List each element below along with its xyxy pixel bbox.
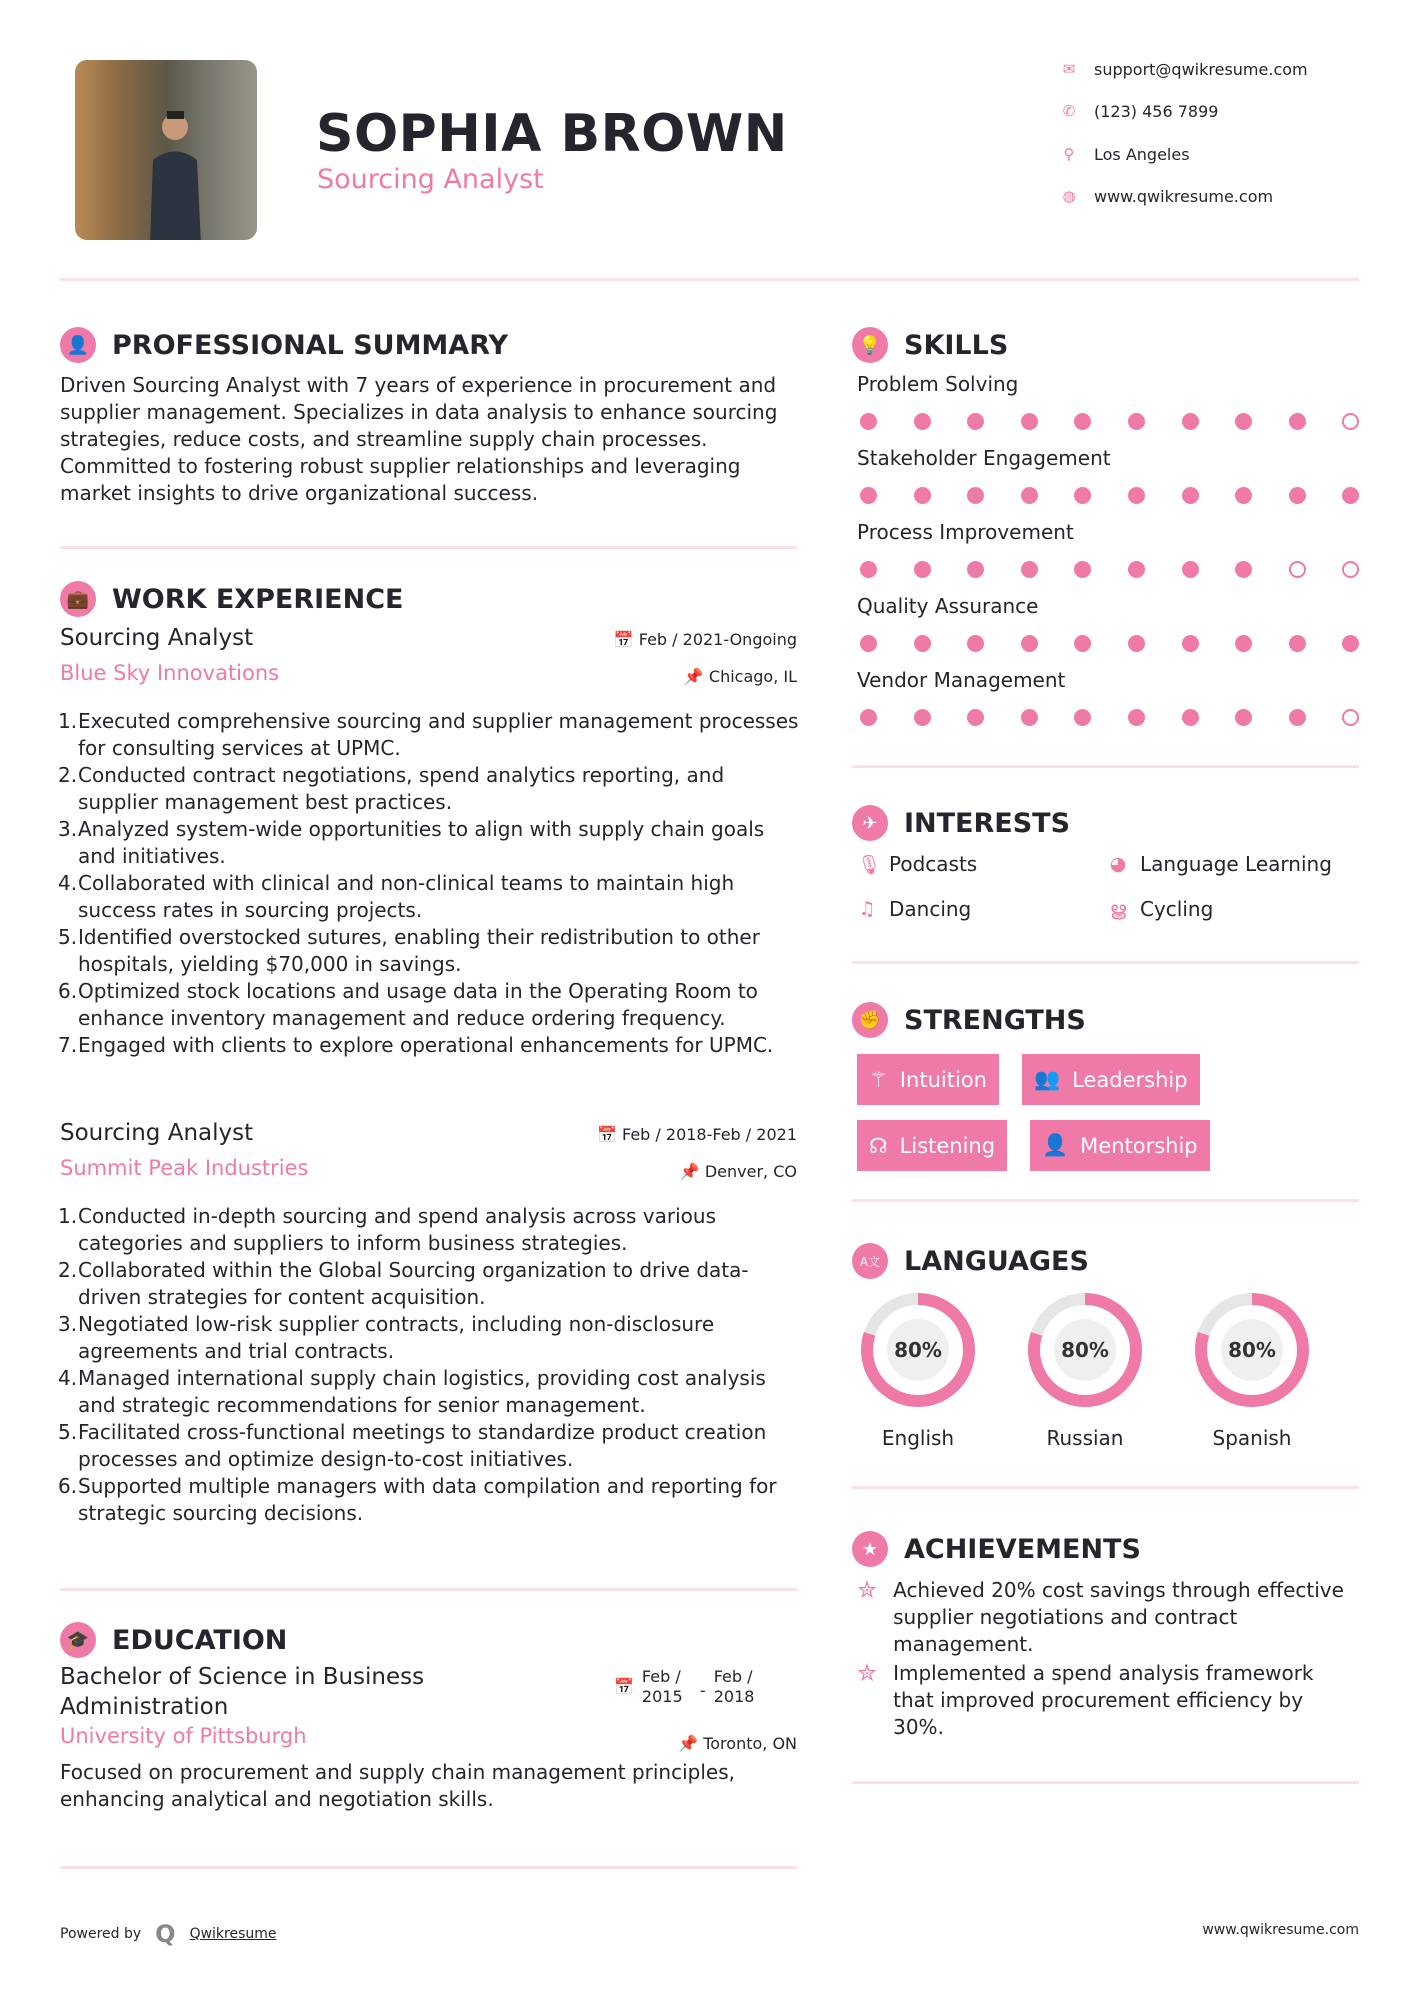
list-item	[60, 1032, 805, 1059]
strength-badge	[857, 1120, 1007, 1171]
footer-brand	[60, 1920, 277, 1948]
skill-level-dot	[1074, 413, 1091, 430]
language-name: Russian	[1046, 1426, 1124, 1450]
calendar-icon: 📅	[613, 630, 639, 649]
skill-level-dot	[914, 561, 931, 578]
candidate-name: SOPHIA BROWN	[316, 104, 788, 164]
date-separator: -	[699, 1681, 706, 1700]
achievements-heading	[852, 1531, 1141, 1567]
skill-level-dot	[860, 635, 877, 652]
interest-item	[1108, 897, 1213, 921]
contact-item[interactable]	[1058, 142, 1190, 166]
list-item	[60, 762, 805, 816]
skill-level-dot	[1289, 487, 1306, 504]
skill-level-dot	[914, 487, 931, 504]
paper-plane-icon: ✈	[852, 805, 888, 841]
contact-text: support@qwikresume.com	[1094, 59, 1308, 79]
lightbulb-icon: 💡	[852, 327, 888, 363]
magic-wand-icon: ⚚	[869, 1067, 888, 1092]
contact-item[interactable]	[1058, 99, 1218, 123]
location-text: Denver, CO	[704, 1162, 797, 1181]
contact-text: Los Angeles	[1094, 144, 1190, 164]
skill-level-dot	[1021, 561, 1038, 578]
divider	[852, 1199, 1359, 1202]
skill-level-dot	[1128, 561, 1145, 578]
list-item	[60, 1365, 805, 1419]
interest-item	[1108, 852, 1332, 876]
skill-level-dot	[1235, 487, 1252, 504]
skill-level-dot	[967, 413, 984, 430]
responsibility-list	[60, 708, 805, 1059]
strength-label: Intuition	[899, 1067, 987, 1092]
skill-level-dot	[914, 635, 931, 652]
calendar-icon: 📅	[614, 1677, 634, 1696]
item-text: Optimized stock locations and usage data in the Operating Room to enhance inventory management and reduce ordering frequency.	[78, 979, 758, 1030]
item-text: Collaborated with clinical and non-clinical teams to maintain high success rates in sourcing projects.	[78, 871, 735, 922]
item-number: 6.	[58, 1474, 78, 1498]
language-percent: 80%	[1228, 1338, 1276, 1362]
education-start: Feb / 2015	[641, 1667, 683, 1706]
contact-item[interactable]	[1058, 184, 1273, 208]
achievement-text: Achieved 20% cost savings through effective supplier negotiations and contract management.	[893, 1578, 1344, 1656]
item-text: Analyzed system-wide opportunities to align with supply chain goals and initiatives.	[78, 817, 765, 868]
languages-title: LANGUAGES	[904, 1245, 1089, 1277]
envelope-icon: ✉	[1062, 60, 1076, 78]
item-number: 4.	[58, 871, 78, 895]
achievement-item	[857, 1660, 1357, 1741]
interests-title: INTERESTS	[904, 807, 1071, 839]
job-date	[597, 1125, 797, 1144]
skill-level-dot	[1182, 413, 1199, 430]
location-pin-icon: ⚲	[1063, 145, 1075, 163]
skill-level-dot	[914, 413, 931, 430]
divider	[60, 1866, 797, 1869]
skill-level-dot	[1342, 413, 1359, 430]
item-number: 5.	[58, 1420, 78, 1444]
work-heading	[60, 581, 403, 617]
skill-name: Problem Solving	[857, 372, 1019, 396]
company-name: Blue Sky Innovations	[60, 661, 280, 685]
footer-url[interactable]: www.qwikresume.com	[1202, 1922, 1359, 1938]
language-name: English	[881, 1426, 955, 1450]
list-item	[60, 870, 805, 924]
skill-level-dot	[860, 709, 877, 726]
language-percent: 80%	[894, 1338, 942, 1362]
skill-level-dot	[1074, 709, 1091, 726]
list-item	[60, 816, 805, 870]
pushpin-icon: 📌	[683, 667, 709, 686]
phone-icon: ✆	[1062, 102, 1076, 120]
strength-badge	[1030, 1120, 1210, 1171]
item-number: 3.	[58, 817, 78, 841]
education-dates	[614, 1667, 764, 1707]
job-date	[614, 630, 797, 649]
skill-level-dot	[1074, 635, 1091, 652]
globe-icon: ◍	[1062, 187, 1076, 205]
list-item	[60, 1257, 805, 1311]
music-note-icon: ♫	[858, 898, 876, 920]
strength-label: Leadership	[1072, 1067, 1188, 1092]
skill-level-dot	[1342, 635, 1359, 652]
divider	[852, 765, 1359, 768]
item-number: 1.	[58, 709, 78, 733]
globe-icon: ◕	[1109, 853, 1127, 875]
item-text: Negotiated low-risk supplier contracts, including non-disclosure agreements and trial contracts.	[78, 1312, 715, 1363]
item-text: Conducted contract negotiations, spend analytics reporting, and supplier management best practices.	[78, 763, 725, 814]
item-number: 7.	[58, 1033, 78, 1057]
education-heading	[60, 1622, 287, 1658]
achievement-item	[857, 1577, 1357, 1658]
skill-level-dot	[1128, 413, 1145, 430]
skill-level-dot	[1289, 635, 1306, 652]
briefcase-icon: 💼	[60, 581, 96, 617]
skill-level-dot	[1074, 487, 1091, 504]
list-item	[60, 1473, 805, 1527]
item-number: 2.	[58, 1258, 78, 1282]
skills-title: SKILLS	[904, 329, 1009, 361]
divider	[60, 546, 797, 549]
interest-item	[857, 897, 971, 921]
skills-heading	[852, 327, 1008, 363]
skill-name: Quality Assurance	[857, 594, 1039, 618]
skill-level-dot	[1235, 413, 1252, 430]
contact-item[interactable]	[1058, 57, 1308, 81]
users-icon: 👥	[1034, 1067, 1061, 1091]
interest-label: Language Learning	[1140, 852, 1332, 876]
languages-heading	[852, 1243, 1089, 1279]
pushpin-icon: 📌	[678, 1734, 704, 1753]
skill-level-dot	[1289, 709, 1306, 726]
skill-name: Process Improvement	[857, 520, 1074, 544]
summary-text: Driven Sourcing Analyst with 7 years of experience in procurement and supplier management. Specializes in data analysis to enhance sourcing strategies, reduce costs, and streamline supply chain processes. Committed to fostering robust supplier relationships and leveraging market insights to drive organizational success.	[60, 373, 778, 505]
skill-level-dot	[1235, 709, 1252, 726]
item-text: Facilitated cross-functional meetings to standardize product creation processes and optimize design-to-cost initiatives.	[78, 1420, 767, 1471]
skill-level-dot	[967, 487, 984, 504]
skill-level-dot	[1128, 709, 1145, 726]
calendar-icon: 📅	[596, 1125, 622, 1144]
skill-level-dot	[1021, 635, 1038, 652]
work-title: WORK EXPERIENCE	[112, 583, 404, 615]
strength-badge	[857, 1054, 999, 1105]
divider	[852, 961, 1359, 964]
skill-level-dot	[1182, 709, 1199, 726]
translate-icon: A文	[852, 1243, 888, 1279]
strength-label: Mentorship	[1080, 1133, 1198, 1158]
list-item	[60, 978, 805, 1032]
language-percent: 80%	[1061, 1338, 1109, 1362]
achievement-star-icon: ✮	[857, 1659, 878, 1687]
school: University of Pittsburgh	[60, 1724, 307, 1748]
skill-level-dot	[914, 709, 931, 726]
achievements-title: ACHIEVEMENTS	[904, 1533, 1141, 1565]
skill-level-dot	[860, 487, 877, 504]
date-text: Feb / 2018-Feb / 2021	[622, 1125, 797, 1144]
skill-level-dot	[1021, 487, 1038, 504]
skill-level-dot	[1235, 561, 1252, 578]
item-number: 3.	[58, 1312, 78, 1336]
skill-level-dot	[1128, 635, 1145, 652]
job-title: Sourcing Analyst	[60, 1120, 254, 1146]
skill-level-dot	[1021, 709, 1038, 726]
education-title: EDUCATION	[112, 1624, 288, 1656]
summary-title: PROFESSIONAL SUMMARY	[112, 329, 509, 361]
item-number: 5.	[58, 925, 78, 949]
star-icon: ★	[852, 1531, 888, 1567]
achievement-star-icon: ✮	[857, 1576, 878, 1604]
job-location	[684, 667, 797, 686]
strengths-title: STRENGTHS	[904, 1004, 1086, 1036]
bicycle-icon: ൠ	[1109, 898, 1127, 920]
skill-level-dot	[967, 709, 984, 726]
education-location	[678, 1734, 797, 1753]
item-number: 1.	[58, 1204, 78, 1228]
job-title: Sourcing Analyst	[60, 625, 254, 651]
company-name: Summit Peak Industries	[60, 1156, 309, 1180]
contact-text: www.qwikresume.com	[1094, 186, 1274, 206]
interest-label: Cycling	[1140, 897, 1214, 921]
skill-level-dot	[967, 635, 984, 652]
graduation-cap-icon: 🎓	[60, 1622, 96, 1658]
language-name: Spanish	[1212, 1426, 1292, 1450]
item-text: Executed comprehensive sourcing and supplier management processes for consulting services at UPMC.	[78, 709, 799, 760]
item-text: Collaborated within the Global Sourcing organization to drive data-driven strategies for content acquisition.	[78, 1258, 749, 1309]
skill-level-dot	[1289, 561, 1306, 578]
list-item	[60, 924, 805, 978]
skill-level-dot	[1074, 561, 1091, 578]
summary-heading	[60, 327, 508, 363]
skill-level-dot	[1342, 487, 1359, 504]
divider	[852, 1781, 1359, 1784]
microphone-icon: 🎙	[857, 853, 882, 876]
list-item	[60, 1419, 805, 1473]
divider	[60, 1588, 797, 1591]
candidate-title: Sourcing Analyst	[317, 164, 544, 195]
responsibility-list	[60, 1203, 805, 1527]
skill-level-dot	[860, 561, 877, 578]
skill-level-dot	[967, 561, 984, 578]
fist-icon: ✊	[852, 1002, 888, 1038]
list-item	[60, 1311, 805, 1365]
skill-level-dot	[1342, 561, 1359, 578]
item-text: Engaged with clients to explore operational enhancements for UPMC.	[78, 1033, 774, 1057]
contact-text: (123) 456 7899	[1094, 101, 1219, 121]
strength-badge	[1022, 1054, 1200, 1105]
strength-label: Listening	[899, 1133, 996, 1158]
user-icon: 👤	[60, 327, 96, 363]
location-text: Chicago, IL	[708, 667, 797, 686]
user-plus-icon: 👤	[1042, 1133, 1069, 1157]
achievement-text: Implemented a spend analysis framework that improved procurement efficiency by 30%.	[893, 1661, 1314, 1739]
item-number: 2.	[58, 763, 78, 787]
strengths-heading	[852, 1002, 1086, 1038]
date-text: Feb / 2021-Ongoing	[638, 630, 797, 649]
item-number: 6.	[58, 979, 78, 1003]
skill-level-dot	[1182, 487, 1199, 504]
item-text: Conducted in-depth sourcing and spend analysis across various categories and suppliers to inform business strategies.	[78, 1204, 716, 1255]
list-item	[60, 1203, 805, 1257]
headphones-icon: ☊	[869, 1133, 888, 1158]
job-location	[680, 1162, 797, 1181]
item-text: Managed international supply chain logistics, providing cost analysis and strategic recommendations for senior management.	[78, 1366, 766, 1417]
brand-link[interactable]: Qwikresume	[189, 1926, 277, 1942]
interest-label: Dancing	[889, 897, 972, 921]
skill-level-dot	[1342, 709, 1359, 726]
qwikresume-logo-icon: Q	[155, 1920, 176, 1948]
interests-heading	[852, 805, 1070, 841]
skill-level-dot	[1182, 635, 1199, 652]
interest-label: Podcasts	[889, 852, 978, 876]
skill-level-dot	[860, 413, 877, 430]
header-divider	[60, 278, 1359, 281]
degree: Bachelor of Science in Business Administration	[60, 1664, 425, 1720]
education-text: Focused on procurement and supply chain management principles, enhancing analytical and negotiation skills.	[60, 1760, 735, 1811]
list-item	[60, 708, 805, 762]
skill-name: Stakeholder Engagement	[857, 446, 1111, 470]
item-text: Supported multiple managers with data compilation and reporting for strategic sourcing decisions.	[78, 1474, 777, 1525]
skill-level-dot	[1289, 413, 1306, 430]
skill-name: Vendor Management	[857, 668, 1066, 692]
education-end: Feb / 2018	[713, 1667, 755, 1706]
skill-level-dot	[1128, 487, 1145, 504]
profile-photo	[75, 60, 257, 240]
item-number: 4.	[58, 1366, 78, 1390]
skill-level-dot	[1182, 561, 1199, 578]
skill-level-dot	[1235, 635, 1252, 652]
divider	[852, 1486, 1359, 1489]
location-text: Toronto, ON	[703, 1734, 797, 1753]
pushpin-icon: 📌	[679, 1162, 705, 1181]
item-text: Identified overstocked sutures, enabling their redistribution to other hospitals, yielding $70,000 in savings.	[78, 925, 760, 976]
skill-level-dot	[1021, 413, 1038, 430]
powered-by-text: Powered by	[60, 1926, 142, 1942]
interest-item	[857, 852, 977, 876]
